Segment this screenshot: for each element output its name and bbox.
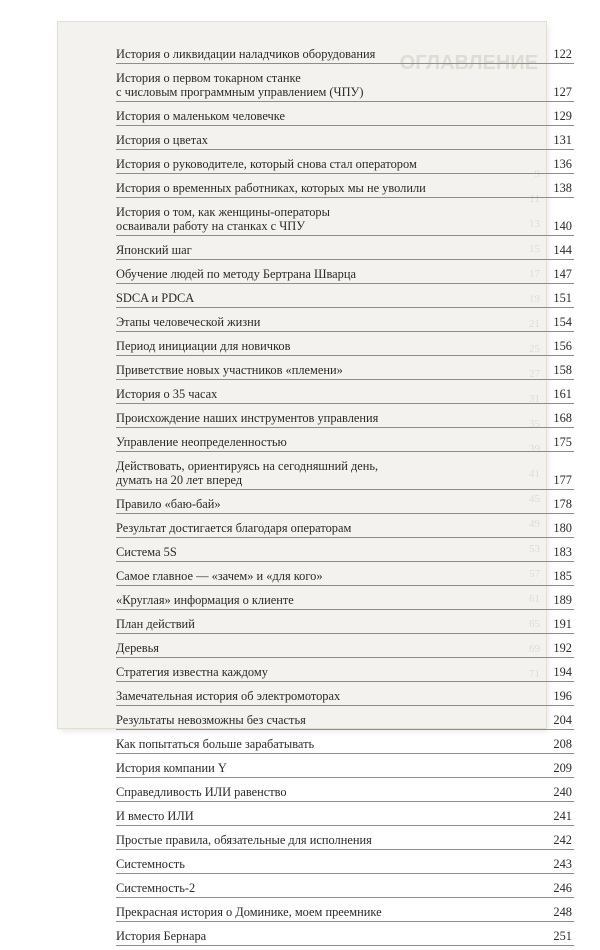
toc-entry-page-number: 209: [553, 761, 572, 775]
toc-entry: [116, 638, 574, 658]
toc-entry-title: [116, 411, 574, 425]
toc-entry: [116, 926, 574, 946]
toc-entry-page-number: 191: [553, 617, 572, 631]
toc-entry-page-number: 127: [553, 85, 572, 99]
toc-entry-page-number: 196: [553, 689, 572, 703]
toc-entry-page-number: 180: [553, 521, 572, 535]
toc-entry-title-line: Этапы человеческой жизни: [116, 315, 261, 329]
toc-entry-title-line: История о маленьком человечке: [116, 109, 285, 123]
toc-entry-page-number: 156: [553, 339, 572, 353]
toc-entry-title-line: Самое главное — «зачем» и «для кого»: [116, 569, 323, 583]
toc-entry: [116, 590, 574, 610]
toc-entry-title-line: Приветствие новых участников «племени»: [116, 363, 343, 377]
toc-entry: [116, 542, 574, 562]
toc-entry-page-number: 177: [553, 473, 572, 487]
toc-entry: [116, 614, 574, 634]
toc-entry-title: [116, 713, 574, 727]
toc-entry: [116, 456, 574, 490]
toc-entry-page-number: 168: [553, 411, 572, 425]
toc-entry-page-number: 147: [553, 267, 572, 281]
toc-entry-title-line: История о первом токарном станке: [116, 71, 301, 85]
toc-entry: [116, 734, 574, 754]
toc-entry-page-number: 138: [553, 181, 572, 195]
toc-entry-title: [116, 593, 574, 607]
toc-entry-page-number: 204: [553, 713, 572, 727]
toc-entry: [116, 432, 574, 452]
toc-entry-page-number: 158: [553, 363, 572, 377]
toc-entry: [116, 154, 574, 174]
toc-entry-title-line: Деревья: [116, 641, 159, 655]
toc-entry: [116, 288, 574, 308]
toc-entry: [116, 68, 574, 102]
toc-entry-title: [116, 665, 574, 679]
toc-entry-title-line: Действовать, ориентируясь на сегодняшний день,: [116, 459, 379, 473]
toc-entry: [116, 878, 574, 898]
toc-entry-title: [116, 267, 574, 281]
toc-entry-title-line: Системность-2: [116, 881, 196, 895]
book-page: [58, 22, 572, 943]
toc-entry-title-line: История о том, как женщины-операторы: [116, 205, 330, 219]
toc-entry-title: [116, 617, 574, 631]
toc-entry-page-number: 246: [553, 881, 572, 895]
toc-entry-title-line: Замечательная история об электромоторах: [116, 689, 341, 703]
toc-entry-title: [116, 905, 574, 919]
toc-entry-title-line: История о временных работниках, которых мы не уволили: [116, 181, 426, 195]
toc-entry-page-number: 154: [553, 315, 572, 329]
toc-entry-title-line: Прекрасная история о Доминике, моем преемнике: [116, 905, 382, 919]
toc-entry-title: [116, 133, 574, 147]
toc-entry-title: [116, 339, 574, 353]
toc-entry-title-line: Период инициации для новичков: [116, 339, 291, 353]
toc-entry-page-number: 161: [553, 387, 572, 401]
toc-entry-title: [116, 833, 574, 847]
toc-entry: [116, 240, 574, 260]
toc-entry-title: [116, 363, 574, 377]
toc-entry-title: [116, 641, 574, 655]
toc-entry-title: [116, 737, 574, 751]
toc-entry-title: [116, 785, 574, 799]
toc-entry-title-line: Управление неопределенностью: [116, 435, 287, 449]
toc-entry-title: [116, 521, 574, 535]
toc-entry-page-number: 194: [553, 665, 572, 679]
bleed-through-heading: ОГЛАВЛЕНИЕ: [399, 52, 538, 74]
toc-entry-page-number: 122: [553, 47, 572, 61]
toc-entry-page-number: 240: [553, 785, 572, 799]
toc-entry-title-line: И вместо ИЛИ: [116, 809, 194, 823]
toc-entry: [116, 336, 574, 356]
toc-entry-title-line: История Бернара: [116, 929, 207, 943]
toc-entry: [116, 106, 574, 126]
toc-entry-page-number: 242: [553, 833, 572, 847]
toc-entry-title: [116, 435, 574, 449]
toc-entry: [116, 758, 574, 778]
toc-entry-title-line: SDCA и PDCA: [116, 291, 195, 305]
toc-entry-title: [116, 315, 574, 329]
toc-entry-page-number: 248: [553, 905, 572, 919]
toc-entry: [116, 518, 574, 538]
toc-entry: [116, 566, 574, 586]
toc-entry: [116, 44, 574, 64]
toc-entry-title-line: История о ликвидации наладчиков оборудования: [116, 47, 376, 61]
toc-entry-title-line: История о 35 часах: [116, 387, 218, 401]
toc-entry-title: [116, 459, 574, 487]
toc-entry-title: [116, 929, 574, 943]
toc-entry-title: [116, 205, 574, 233]
toc-entry-title-line: Японский шаг: [116, 243, 192, 257]
toc-entry: [116, 782, 574, 802]
toc-entry-title: [116, 497, 574, 511]
toc-entry: [116, 806, 574, 826]
toc-entry: [116, 662, 574, 682]
toc-entry: [116, 494, 574, 514]
toc-entry: [116, 384, 574, 404]
toc-entry: [116, 686, 574, 706]
toc-entry-page-number: 178: [553, 497, 572, 511]
toc-entry-title-line: Справедливость ИЛИ равенство: [116, 785, 287, 799]
toc-entry-title: [116, 761, 574, 775]
toc-entry-page-number: 129: [553, 109, 572, 123]
toc-entry: [116, 130, 574, 150]
toc-entry-title: [116, 47, 574, 61]
toc-entry-title: [116, 181, 574, 195]
toc-entry-title: [116, 689, 574, 703]
toc-entry-title-line: осваивали работу на станках с ЧПУ: [116, 219, 306, 233]
toc-entry-title-line: История компании Y: [116, 761, 227, 775]
toc-entry-title: [116, 569, 574, 583]
toc-entry-title-line: История о цветах: [116, 133, 208, 147]
toc-entry-page-number: 183: [553, 545, 572, 559]
table-of-contents: [116, 44, 574, 950]
toc-entry: [116, 312, 574, 332]
toc-entry-title: [116, 545, 574, 559]
toc-entry-title: [116, 881, 574, 895]
toc-entry-page-number: 151: [553, 291, 572, 305]
toc-entry-page-number: 251: [553, 929, 572, 943]
toc-entry-page-number: 208: [553, 737, 572, 751]
toc-entry-title: [116, 157, 574, 171]
toc-entry-title: [116, 71, 574, 99]
toc-entry-title: [116, 109, 574, 123]
toc-entry-title-line: с числовым программным управлением (ЧПУ): [116, 85, 364, 99]
toc-entry-page-number: 185: [553, 569, 572, 583]
bleed-through-numbers: 9 11 13 15 17 19 21 25 27 31 35 39 41 45 49 53 57 61 65 69 71: [529, 168, 540, 680]
toc-entry-page-number: 243: [553, 857, 572, 871]
toc-entry-title-line: Системность: [116, 857, 185, 871]
toc-entry-title: [116, 243, 574, 257]
toc-entry-page-number: 192: [553, 641, 572, 655]
toc-entry-title-line: Происхождение наших инструментов управления: [116, 411, 379, 425]
toc-entry-title-line: Результат достигается благодаря операторам: [116, 521, 352, 535]
toc-entry-title-line: Стратегия известна каждому: [116, 665, 268, 679]
toc-entry: [116, 178, 574, 198]
toc-entry-title: [116, 387, 574, 401]
toc-entry-page-number: 241: [553, 809, 572, 823]
toc-entry-title-line: История о руководителе, который снова стал оператором: [116, 157, 417, 171]
toc-entry: [116, 202, 574, 236]
toc-entry-title-line: «Круглая» информация о клиенте: [116, 593, 294, 607]
toc-entry: [116, 830, 574, 850]
toc-entry: [116, 710, 574, 730]
toc-entry-page-number: 175: [553, 435, 572, 449]
toc-entry: [116, 408, 574, 428]
toc-entry-title: [116, 291, 574, 305]
toc-entry-page-number: 136: [553, 157, 572, 171]
toc-entry-title: [116, 857, 574, 871]
toc-entry-title-line: Как попытаться больше зарабатывать: [116, 737, 315, 751]
toc-entry: [116, 264, 574, 284]
toc-entry-title-line: Результаты невозможны без счастья: [116, 713, 306, 727]
toc-entry: [116, 360, 574, 380]
toc-entry: [116, 902, 574, 922]
toc-entry-page-number: 140: [553, 219, 572, 233]
toc-entry-title-line: Правило «баю-бай»: [116, 497, 221, 511]
toc-entry-title-line: Простые правила, обязательные для исполнения: [116, 833, 372, 847]
toc-entry-title-line: Обучение людей по методу Бертрана Шварца: [116, 267, 357, 281]
toc-entry-page-number: 131: [553, 133, 572, 147]
toc-entry-title-line: План действий: [116, 617, 195, 631]
toc-entry-page-number: 189: [553, 593, 572, 607]
toc-entry-title-line: думать на 20 лет вперед: [116, 473, 243, 487]
toc-entry: [116, 854, 574, 874]
toc-entry-title: [116, 809, 574, 823]
toc-entry-title-line: Система 5S: [116, 545, 177, 559]
toc-entry-page-number: 144: [553, 243, 572, 257]
